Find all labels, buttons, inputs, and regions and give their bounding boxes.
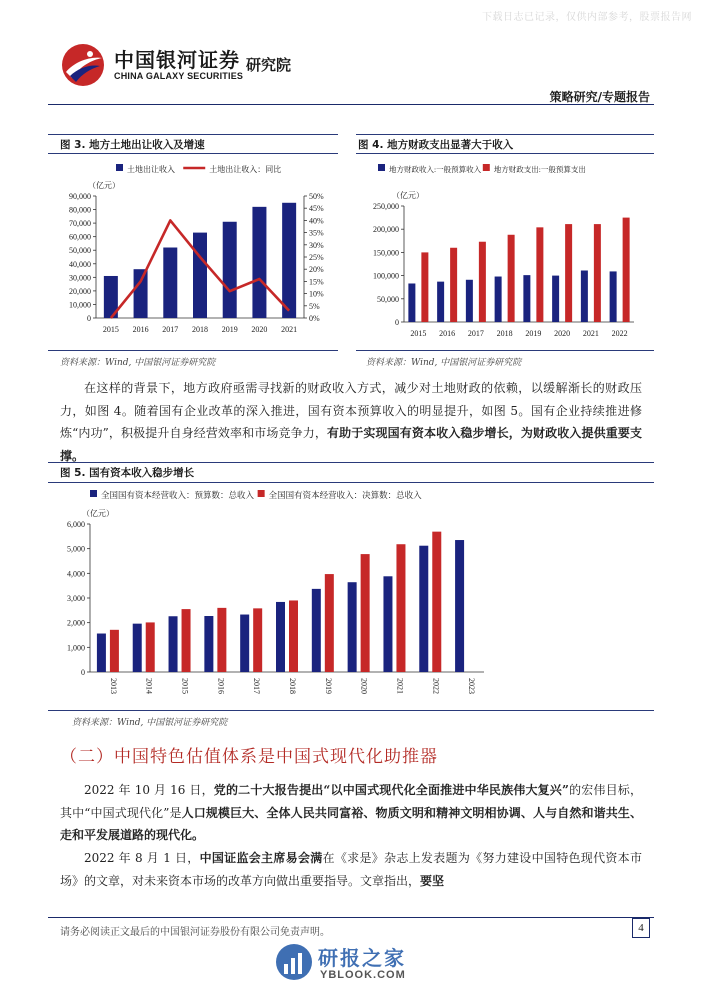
x-tick-label: 2015 bbox=[180, 678, 190, 694]
report-header bbox=[60, 40, 660, 95]
bar-2021 bbox=[282, 203, 296, 318]
y2-tick-label: 20% bbox=[309, 265, 324, 275]
body-paragraph-1 bbox=[60, 377, 642, 467]
top-watermark: 下载日志已记录，仅供内部参考，股票报告网 bbox=[482, 12, 692, 23]
x-tick-label: 2018 bbox=[192, 325, 208, 334]
brand-watermark-en: YBLOOK.COM bbox=[320, 969, 406, 981]
body-paragraph-3 bbox=[60, 847, 642, 892]
bar-2015 bbox=[169, 616, 178, 672]
x-tick-label: 2017 bbox=[467, 329, 484, 338]
x-tick-label: 2020 bbox=[554, 329, 571, 338]
paragraph2-text-1: 2022 年 10 月 16 日， bbox=[84, 783, 214, 797]
header-rule bbox=[48, 104, 654, 105]
paragraph3-text-1: 2022 年 8 月 1 日， bbox=[84, 851, 200, 865]
bar-2017 bbox=[466, 280, 473, 322]
y-tick-label: 70,000 bbox=[69, 219, 91, 229]
paragraph2-emphasis-2: 人口规模巨大、全体人民共同富裕、物质文明和精神文明相协调、人与自然和谐共生、走和平发展道路的现代化。 bbox=[60, 805, 642, 842]
y2-tick-label: 25% bbox=[309, 253, 324, 262]
x-tick-label: 2021 bbox=[582, 329, 599, 338]
footer-disclaimer: 请务必阅读正文最后的中国银河证券股份有限公司免责声明。 bbox=[60, 927, 330, 938]
y-tick-label: 150,000 bbox=[373, 248, 399, 258]
x-tick-label: 2022 bbox=[431, 678, 441, 694]
bar-2021 bbox=[594, 224, 601, 322]
bar-2021 bbox=[396, 544, 405, 672]
bar-2017 bbox=[240, 615, 249, 672]
y2-tick-label: 35% bbox=[309, 228, 324, 238]
bar-2020 bbox=[361, 554, 370, 672]
bar-2018 bbox=[289, 600, 298, 672]
bar-2020 bbox=[552, 276, 559, 322]
fig5-title: 图 5. 国有资本收入稳步增长 bbox=[60, 467, 195, 479]
body-paragraph-2 bbox=[60, 779, 642, 847]
legend-swatch bbox=[258, 490, 265, 497]
x-tick-label: 2021 bbox=[395, 678, 405, 694]
legend-label: 地方财政收入:一般预算收入 bbox=[389, 165, 482, 174]
x-tick-label: 2021 bbox=[281, 325, 298, 334]
fig3-svg bbox=[48, 158, 348, 348]
y-tick-label: 4,000 bbox=[67, 569, 85, 579]
bar-2014 bbox=[146, 622, 155, 672]
x-tick-label: 2014 bbox=[144, 678, 154, 694]
paragraph1-emphasis: 有助于实现国有资本收入稳步增长，为财政收入提供重要支撑。 bbox=[60, 426, 642, 463]
legend-swatch bbox=[90, 490, 97, 497]
bar-2023 bbox=[455, 540, 464, 672]
y-tick-label: 80,000 bbox=[69, 205, 91, 215]
fig5-svg bbox=[48, 484, 654, 706]
bar-2013 bbox=[110, 630, 119, 672]
bar-2018 bbox=[495, 277, 502, 322]
legend-label: 地方财政支出:一般预算支出 bbox=[493, 165, 586, 174]
y-tick-label: 90,000 bbox=[69, 192, 91, 201]
x-tick-label: 2018 bbox=[496, 329, 513, 338]
bar-2017 bbox=[479, 242, 486, 322]
bar-2013 bbox=[97, 634, 106, 672]
fig3-source: 资料来源：Wind, 中国银河证券研究院 bbox=[60, 358, 216, 368]
x-tick-label: 2017 bbox=[252, 678, 262, 694]
fig5-source: 资料来源：Wind, 中国银河证券研究院 bbox=[72, 718, 228, 728]
fig5-top-rule bbox=[48, 462, 654, 463]
paragraph2-emphasis-1: 党的二十大报告提出“以中国式现代化全面推进中华民族伟大复兴” bbox=[213, 783, 569, 797]
bar-2017 bbox=[253, 608, 262, 672]
y-tick-label: 250,000 bbox=[373, 202, 399, 211]
x-tick-label: 2016 bbox=[439, 329, 456, 338]
paragraph2-text-2: 的宏伟目标，其中“中国式现代化”是 bbox=[60, 783, 642, 820]
y2-tick-label: 15% bbox=[309, 277, 324, 287]
fig5-chart bbox=[48, 484, 654, 706]
bar-2016 bbox=[134, 269, 148, 318]
legend-swatch bbox=[116, 164, 123, 171]
y2-tick-label: 10% bbox=[309, 289, 324, 299]
galaxy-logo-icon bbox=[60, 42, 106, 88]
bar-2021 bbox=[383, 576, 392, 672]
bar-2022 bbox=[610, 271, 617, 322]
fig3-title: 图 3. 地方土地出让收入及增速 bbox=[60, 139, 205, 151]
bar-2016 bbox=[217, 608, 226, 672]
bar-2020 bbox=[252, 207, 266, 318]
y2-tick-label: 40% bbox=[309, 216, 324, 226]
company-name-en: CHINA GALAXY SECURITIES bbox=[114, 71, 244, 81]
fig4-bottom-rule bbox=[356, 350, 654, 351]
bar-2015 bbox=[408, 283, 415, 322]
fig3-bottom-rule bbox=[48, 350, 338, 351]
y-tick-label: 100,000 bbox=[373, 271, 399, 281]
bar-2016 bbox=[437, 282, 444, 322]
y-tick-label: 0 bbox=[87, 314, 91, 323]
bar-2019 bbox=[523, 275, 530, 322]
x-tick-label: 2019 bbox=[221, 325, 238, 334]
section-heading: （二）中国特色估值体系是中国式现代化助推器 bbox=[60, 747, 438, 767]
bar-2019 bbox=[312, 589, 321, 672]
bar-2020 bbox=[348, 582, 357, 672]
bar-2016 bbox=[450, 248, 457, 322]
paragraph3-text-2: 在《求是》杂志上发表题为《努力建设中国特色现代资本市场》的文章，对未来资本市场的改革方向做出重要指导。文章指出， bbox=[60, 851, 642, 888]
paragraph1-text: 在这样的背景下，地方政府亟需寻找新的财政收入方式，减少对土地财政的依赖，以缓解渐长的财政压力，如图 4。随着国有企业改革的深入推进，国有资本预算收入的明显提升，如图 5。国有企业持续推进修炼“内功”，积极提升自身经营效率和市场竞争力， bbox=[60, 381, 642, 440]
brand-watermark bbox=[270, 940, 470, 988]
x-tick-label: 2022 bbox=[611, 329, 628, 338]
legend-swatch bbox=[483, 164, 490, 171]
fig4-top-rule bbox=[356, 134, 654, 135]
page-number: 4 bbox=[632, 918, 650, 938]
y-tick-label: 2,000 bbox=[67, 618, 85, 628]
y-tick-label: 30,000 bbox=[69, 273, 91, 283]
x-tick-label: 2018 bbox=[288, 678, 297, 694]
y-tick-label: 0 bbox=[81, 668, 85, 677]
y-tick-label: 3,000 bbox=[67, 594, 85, 603]
x-tick-label: 2013 bbox=[108, 678, 118, 694]
y-tick-label: 6,000 bbox=[67, 520, 85, 529]
y-tick-label: 5,000 bbox=[67, 544, 85, 554]
bar-2019 bbox=[325, 574, 334, 672]
x-tick-label: 2017 bbox=[162, 325, 179, 334]
x-tick-label: 2020 bbox=[251, 325, 268, 334]
fig4-title-rule bbox=[356, 153, 654, 154]
y2-tick-label: 0% bbox=[309, 314, 320, 323]
bar-2019 bbox=[536, 227, 543, 322]
fig3-top-rule bbox=[48, 134, 338, 135]
bar-2014 bbox=[133, 624, 142, 672]
bar-2020 bbox=[565, 224, 572, 322]
y2-tick-label: 50% bbox=[309, 192, 324, 201]
bar-2017 bbox=[163, 248, 177, 318]
y2-tick-label: 45% bbox=[309, 204, 324, 214]
legend-label: 全国国有资本经营收入：预算数：总收入 bbox=[101, 490, 255, 500]
y-tick-label: 1,000 bbox=[67, 643, 85, 653]
fig4-source: 资料来源：Wind, 中国银河证券研究院 bbox=[366, 358, 522, 368]
x-tick-label: 2016 bbox=[132, 325, 149, 334]
legend-label: 土地出让收入：同比 bbox=[209, 165, 282, 174]
y-tick-label: 10,000 bbox=[69, 300, 91, 310]
legend-label: 土地出让收入 bbox=[127, 165, 175, 174]
x-tick-label: 2020 bbox=[359, 678, 369, 694]
y-tick-label: 50,000 bbox=[69, 246, 91, 256]
bar-2021 bbox=[581, 270, 588, 322]
report-type: 策略研究/专题报告 bbox=[549, 90, 650, 104]
y-tick-label: 50,000 bbox=[377, 294, 399, 304]
brand-watermark-cn: 研报之家 bbox=[318, 946, 406, 970]
y-tick-label: 60,000 bbox=[69, 232, 91, 242]
footer-rule bbox=[48, 917, 654, 918]
y-tick-label: 200,000 bbox=[373, 225, 399, 235]
bar-2022 bbox=[432, 532, 441, 672]
bar-2015 bbox=[421, 252, 428, 322]
y2-tick-label: 5% bbox=[309, 301, 320, 311]
bar-2018 bbox=[276, 602, 285, 672]
x-tick-label: 2019 bbox=[323, 678, 333, 694]
y-axis-unit: （亿元） bbox=[88, 181, 120, 190]
y-axis-unit: （亿元） bbox=[392, 191, 424, 200]
bar-2015 bbox=[182, 609, 191, 672]
fig4-title: 图 4. 地方财政支出显著大于收入 bbox=[358, 139, 514, 151]
bar-2022 bbox=[419, 546, 428, 672]
x-tick-label: 2015 bbox=[410, 329, 427, 338]
y-tick-label: 40,000 bbox=[69, 259, 91, 269]
paragraph3-emphasis-1: 中国证监会主席易会满 bbox=[199, 851, 323, 865]
x-tick-label: 2019 bbox=[525, 329, 542, 338]
legend-label: 全国国有资本经营收入：决算数：总收入 bbox=[268, 490, 422, 500]
bar-chart-logo-icon bbox=[274, 942, 314, 982]
y-tick-label: 0 bbox=[395, 318, 399, 327]
x-tick-label: 2016 bbox=[216, 678, 226, 694]
bar-2022 bbox=[623, 218, 630, 322]
y-tick-label: 20,000 bbox=[69, 286, 91, 296]
paragraph3-emphasis-2: 要坚 bbox=[420, 873, 445, 888]
company-name-cn: 中国银河证券 bbox=[114, 48, 240, 72]
x-tick-label: 2015 bbox=[102, 325, 119, 334]
bar-2018 bbox=[193, 233, 207, 318]
y2-tick-label: 30% bbox=[309, 240, 324, 250]
y-axis-unit: （亿元） bbox=[82, 509, 114, 518]
bar-2018 bbox=[508, 235, 515, 322]
bar-2019 bbox=[223, 222, 237, 318]
fig3-title-rule bbox=[48, 153, 338, 154]
fig5-bottom-rule bbox=[48, 710, 654, 711]
department-label: 研究院 bbox=[246, 56, 292, 74]
fig4-svg bbox=[356, 158, 656, 348]
bar-2016 bbox=[204, 616, 213, 672]
x-tick-label: 2023 bbox=[467, 678, 477, 694]
fig5-title-rule bbox=[48, 482, 654, 483]
fig3-chart bbox=[48, 158, 348, 348]
fig4-chart bbox=[356, 158, 656, 348]
legend-swatch bbox=[378, 164, 385, 171]
